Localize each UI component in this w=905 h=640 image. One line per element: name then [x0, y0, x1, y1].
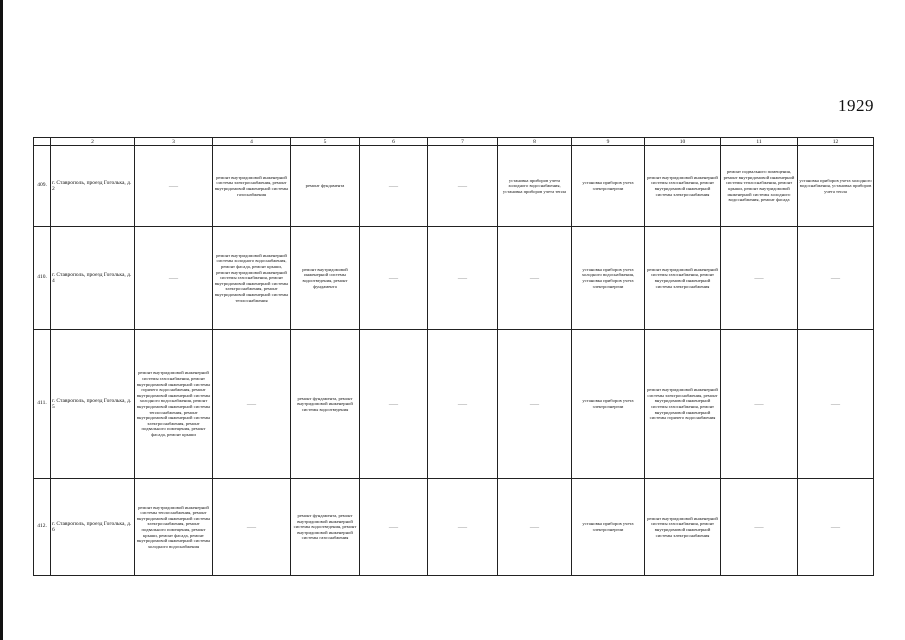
table-cell: ремонт внутридомовой инженерной системы водоотведения, ремонт фундамента [291, 227, 360, 330]
table-cell: —— [798, 330, 874, 479]
table-row [34, 330, 874, 479]
column-header: 12 [798, 138, 874, 146]
page-number: 1929 [838, 96, 874, 115]
column-number-row [34, 138, 874, 146]
table-cell: ремонт внутридомовой инженерной системы газоснабжения, ремонт внутридомовой инженерной системы электроснабжения [645, 146, 721, 227]
column-header: 8 [498, 138, 572, 146]
table-cell: —— [498, 330, 572, 479]
table-cell: —— [360, 330, 428, 479]
table-cell: ремонт внутридомовой инженерной системы газоснабжения, ремонт внутридомовой инженерной системы горячего водоснабжения, ремонт внутридомовой инженерной системы холодного водоснабжения, ремонт внутридомовой инженерной системы теплоснабжения, ремонт внутридомовой инженерной системы электроснабжения, ремонт подвального помещения, ремонт фасада, ремонт крыши [135, 330, 213, 479]
column-header: 7 [428, 138, 498, 146]
table-cell: установка приборов учета электроэнергии [572, 146, 645, 227]
table-cell: —— [498, 227, 572, 330]
table-cell: —— [798, 227, 874, 330]
table-row [34, 146, 874, 227]
table-cell: —— [721, 227, 798, 330]
column-header: 3 [135, 138, 213, 146]
table-cell: ремонт внутридомовой инженерной системы электроснабжения, ремонт внутридомовой инженерной системы газоснабжения [213, 146, 291, 227]
address-cell: г. Ставрополь, проезд Гоголька, д. 2 [51, 146, 135, 227]
column-header: 11 [721, 138, 798, 146]
table-cell: ремонт фундамента [291, 146, 360, 227]
table-cell: —— [428, 227, 498, 330]
table-cell: ремонт внутридомовой инженерной системы теплоснабжения, ремонт внутридомовой инженерной системы электроснабжения, ремонт подвального помещения, ремонт крыши, ремонт фасада, ремонт внутридомовой инженерной системы холодного водоснабжения [135, 479, 213, 576]
table-cell: —— [428, 330, 498, 479]
table-cell: —— [360, 146, 428, 227]
table-cell: установка приборов учета холодного водоснабжения, установка приборов учета тепла [798, 146, 874, 227]
table-cell: —— [135, 146, 213, 227]
row-number: 411. [34, 330, 51, 479]
table-cell: —— [428, 479, 498, 576]
column-header: 4 [213, 138, 291, 146]
address-cell: г. Ставрополь, проезд Гоголька, д. 5 [51, 330, 135, 479]
address-cell: г. Ставрополь, проезд Гоголька, д. 4 [51, 227, 135, 330]
row-number: 410. [34, 227, 51, 330]
table-cell: —— [360, 227, 428, 330]
table-cell: —— [213, 330, 291, 479]
column-header: 9 [572, 138, 645, 146]
row-number: 409. [34, 146, 51, 227]
table-row [34, 227, 874, 330]
table-cell: ремонт внутридомовой инженерной системы электроснабжения, ремонт внутридомовой инженерной системы газоснабжения, ремонт внутридомовой инженерной системы горячего водоснабжения [645, 330, 721, 479]
column-header: 5 [291, 138, 360, 146]
table-cell: —— [428, 146, 498, 227]
column-header [34, 138, 51, 146]
table-cell: ремонт фундамента, ремонт внутридомовой инженерной системы водоотведения, ремонт внутридомовой инженерной системы газоснабжения [291, 479, 360, 576]
table-cell: ремонт подвального помещения, ремонт внутридомовой инженерной системы теплоснабжения, ремонт крыши, ремонт внутридомовой инженерной системы холодного водоснабжения, ремонт фасада [721, 146, 798, 227]
table-cell: —— [798, 479, 874, 576]
table-cell: установка приборов учета электроэнергии [572, 479, 645, 576]
table-cell: установка приборов учета электроэнергии [572, 330, 645, 479]
table-cell: —— [498, 479, 572, 576]
row-number: 412. [34, 479, 51, 576]
address-cell: г. Ставрополь, проезд Гоголька, д. 6 [51, 479, 135, 576]
table-cell: —— [721, 330, 798, 479]
table-cell: ремонт внутридомовой инженерной системы газоснабжения, ремонт внутридомовой инженерной системы электроснабжения [645, 479, 721, 576]
table-cell: ремонт внутридомовой инженерной системы холодного водоснабжения, ремонт фасада, ремонт крыши, ремонт внутридомовой инженерной системы газоснабжения, ремонт внутридомовой инженерной системы электроснабжения, ремонт внутридомовой инженерной системы теплоснабжения [213, 227, 291, 330]
column-header: 6 [360, 138, 428, 146]
table-cell: —— [213, 479, 291, 576]
table-cell: установка приборов учета холодного водоснабжения, установка приборов учета электроэнергии [572, 227, 645, 330]
table-cell: —— [360, 479, 428, 576]
column-header: 10 [645, 138, 721, 146]
table-cell: ремонт фундамента, ремонт внутридомовой инженерной системы водоотведения [291, 330, 360, 479]
table-cell: —— [135, 227, 213, 330]
table-row [34, 479, 874, 576]
table-cell: установка приборов учета холодного водоснабжения, установка приборов учета тепла [498, 146, 572, 227]
page-left-edge [0, 0, 3, 640]
table-cell: —— [721, 479, 798, 576]
column-header: 2 [51, 138, 135, 146]
repair-schedule-table [33, 137, 874, 576]
table-cell: ремонт внутридомовой инженерной системы газоснабжения, ремонт внутридомовой инженерной системы электроснабжения [645, 227, 721, 330]
